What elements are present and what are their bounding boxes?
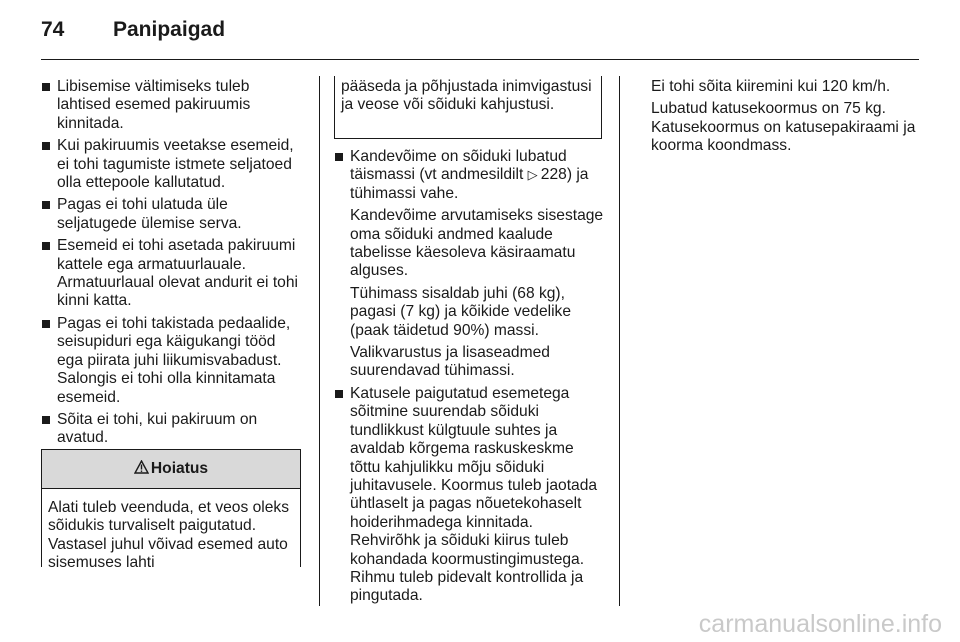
watermark: carmanualsonline.info <box>698 610 942 638</box>
page-reference-icon: ▷ <box>527 167 538 183</box>
sub-paragraph: Tühimass sisaldab juhi (68 kg), pagasi (7 kg) ja kõikide vedelike (paak täidetud 90%) massi. <box>350 284 572 339</box>
list-item: Kui pakiruumis veetakse esemeid, ei tohi tagumiste istmete seljatoed olla ettepoole kallutatud. <box>41 137 303 192</box>
list-item <box>334 148 606 381</box>
list-item: Libisemise vältimiseks tuleb lahtised esemed pakiruumis kinnitada. <box>41 78 303 133</box>
list-item: Sõita ei tohi, kui pakiruum on avatud. <box>41 411 303 448</box>
bullet-list-1 <box>41 78 303 448</box>
column-2 <box>334 148 606 610</box>
warning-heading <box>42 450 300 489</box>
warning-heading-text: Hoiatus <box>150 460 209 477</box>
header-rule <box>41 59 919 60</box>
column-1 <box>41 78 303 452</box>
bullet-list-2 <box>334 148 606 606</box>
page-header <box>41 18 225 42</box>
list-item: Pagas ei tohi takistada pedaalide, seisupiduri ega käigukangi tööd ega piirata juhi liikumisvabadust. Salongis ei tohi olla kinnitamata esemeid. <box>41 315 303 407</box>
paragraph: Ei tohi sõita kiiremini kui 120 km/h. <box>651 78 891 95</box>
paragraph: Lubatud katusekoormus on 75 kg. Katusekoormus on katusepakiraami ja koorma koondmass. <box>651 100 916 155</box>
warning-body: Alati tuleb veenduda, et veos oleks sõidukis turvaliselt paigutatud. Vastasel juhul võivad esemed auto sisemuses lahti <box>48 499 289 572</box>
column-divider-1 <box>319 76 320 606</box>
sub-paragraph: Valikvarustus ja lisaseadmed suurendavad tühimassi. <box>350 344 550 380</box>
column-3 <box>651 78 921 160</box>
list-item: Katusele paigutatud esemetega sõitmine suurendab sõiduki tundlikkust külgtuule suhtes ja avaldab kõrgema raskuskeskme tõttu kahjulikku mõju sõiduki juhitavusele. Koormus tuleb jaotada ühtlaselt ja pagas nõuetekohaselt hoiderihmadega kinnitada. Rehvirõhk ja sõiduki kiirus tuleb kohandada koormustingimustega. Rihmu tuleb pidevalt kontrollida ja pingutada. <box>334 385 606 606</box>
bullet-text: Kandevõime on sõiduki lubatud täismassi (vt andmesildilt <box>350 148 567 184</box>
page-number: 74 <box>41 18 65 41</box>
sub-paragraph: Kandevõime arvutamiseks sisestage oma sõiduki andmed kaalude tabelisse käesoleva käsiraamatu alguses. <box>350 207 604 280</box>
bullet-text: ) ja tühimassi vahe. <box>350 166 589 202</box>
warning-box <box>41 449 301 572</box>
warning-continuation: pääseda ja põhjustada inimvigastusi ja veose või sõiduki kahjustusi. <box>334 76 602 139</box>
list-item: Esemeid ei tohi asetada pakiruumi kattele ega armatuurlauale. Armatuurlaual olevat andurit ei tohi kinni katta. <box>41 237 303 311</box>
list-item: Pagas ei tohi ulatuda üle seljatugede ülemise serva. <box>41 196 303 233</box>
column-divider-2 <box>619 76 620 606</box>
page-title: Panipaigad <box>113 18 226 41</box>
warning-triangle-icon <box>134 460 149 478</box>
page-reference[interactable]: 228 <box>540 166 567 184</box>
